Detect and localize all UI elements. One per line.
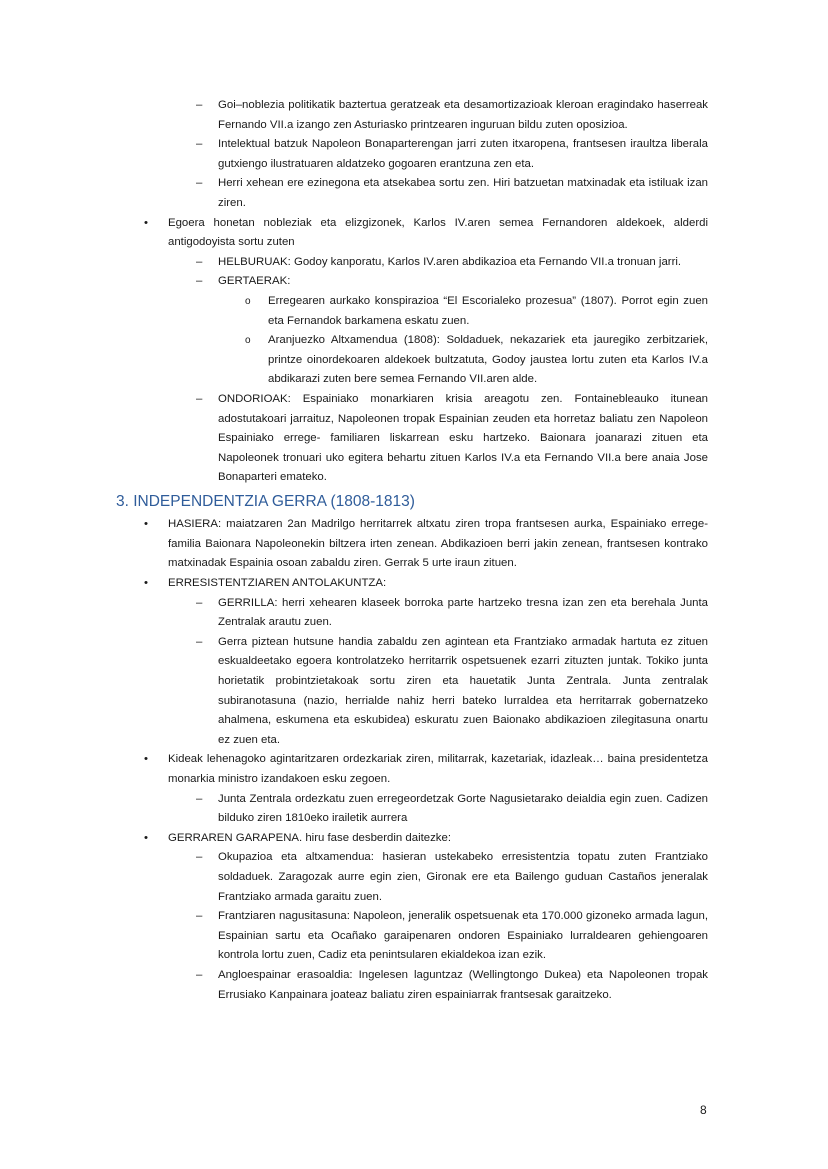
list-marker: • [144,518,148,531]
item-text: Angloespainar erasoaldia: Ingelesen laguntzaz (Wellingtongo Dukea) eta Napoleonen tropak Errusiako Kanpainara joateaz baliatu ziren espainiarrak frantsesak garaitzeko. [218,968,708,1001]
list-marker: – [196,177,203,190]
item-text: Egoera honetan nobleziak eta elizgizonek, Karlos IV.aren semea Fernandoren aldekoek, alderdi antigodoyista sortu zuten [168,216,708,249]
item-text: GERRILLA: herri xehearen klaseek borroka parte hartzeko tresna izan zen eta berehala Junta Zentralak arautu zuen. [218,596,708,629]
list-marker: – [196,255,203,268]
item-text: HELBURUAK: Godoy kanporatu, Karlos IV.aren abdikazioa eta Fernando VII.a tronuan jarri. [218,255,682,268]
item-text: Junta Zentrala ordezkatu zuen erregeordetzak Gorte Nagusietarako deialdia egin zuen. Cadizen bilduko ziren 1810eko irailetik aurrera [218,792,708,825]
item-text: Intelektual batzuk Napoleon Bonaparterengan jarri zuten itxaropena, frantsesen iraultza liberala gutxiengo ilustratuaren aldatzeko gogoaren erantzuna zen eta. [218,138,708,170]
dash-item [196,966,708,1005]
list-marker: • [144,753,148,766]
list-marker: – [196,851,203,864]
dash-item [196,253,708,273]
list-marker: – [196,968,203,981]
item-text: Kideak lehenagoko agintaritzaren ordezkariak ziren, militarrak, kazetariak, idazleak… baina presidentetza monarkia ministro izandakoen esku zegoen. [168,753,708,785]
dash-item [196,790,708,829]
bullet-item [144,750,708,789]
item-text: Gerra piztean hutsune handia zabaldu zen agintean eta Frantziako armadak hartuta ez zituen eskualdeetako egoera kontrolatzeko herritarrik ospetsuenek ezarri zituzten juntak. Tokiko junta horietatik probintzietakoak sortu ziren eta hauetatik Junta Zentrala. Junta zentralak subiranotasuna (nazio, herrialde nahiz herri bateko lurraldea eta herritarrak gobernatzeko ahalmena, eskumena eta eskubidea) eskuratu zuen Baionako abdikazioen zilegitasuna onartu ez zuen eta. [218,635,708,746]
list-marker: – [196,792,203,805]
list-marker: – [196,596,203,609]
page-number: 8 [700,1103,707,1117]
section-heading: 3. INDEPENDENTZIA GERRA (1808-1813) [116,492,415,510]
bullet-item [144,515,708,574]
list-marker: – [196,275,203,288]
item-text: Herri xehean ere ezinegona eta atsekabea sortu zen. Hiri batzuetan matxinadak eta istiluak izan ziren. [218,177,708,209]
item-text: Aranjuezko Altxamendua (1808): Soldaduek, nekazariek eta jauregiko zerbitzariek, printze oinordekoaren aldekoek bultzatuta, Godoy jaustea lortu zuten eta Karlos IV.a abdikarazi zuten bere semea Fernando VII.aren alde. [268,334,708,386]
list-marker: – [196,99,203,111]
list-marker: • [144,577,148,590]
dash-item [196,272,708,292]
list-marker: – [196,910,203,923]
item-text: ERRESISTENTZIAREN ANTOLAKUNTZA: [168,577,387,590]
item-text: ONDORIOAK: Espainiako monarkiaren krisia areagotu zen. Fontainebleauko itunean adostutakoari jarraituz, Napoleonen tropak Espainian zeuden eta horretaz baliatu zen Napoleon Espainiako errege- familiaren liskarrean esku hartzeko. Baionara joanarazi zituen eta Napoleonek tronuari uko egitera behartu zituen Karlos IV.a eta Fernando VII.a bere anaia Jose Bonaparteri emateko. [218,392,708,484]
item-text: GERRAREN GARAPENA. hiru fase desberdin daitezke: [168,831,451,844]
bullet-item [144,574,708,594]
bullet-item [144,829,708,849]
item-text: Okupazioa eta altxamendua: hasieran ustekabeko erresistentzia topatu zuten Frantziako soldaduek. Zaragozak aurre egin zien, Gironak ere eta Bailengo guduan Castaños jeneralak Frantziako armada garaitu zuen. [218,851,708,903]
sub-item [245,292,708,331]
item-text: GERTAERAK: [218,275,291,288]
list-marker: • [144,216,148,229]
item-text: Goi–noblezia politikatik baztertua geratzeak eta desamortizazioak kleroan eragindako haserreak Fernando VII.a izango zen Asturiasko printzearen inguruan bildu zuten oposizioa. [218,99,708,131]
list-marker: – [196,635,203,648]
dash-item [196,174,708,213]
list-marker: – [196,138,203,151]
list-marker: o [245,335,251,347]
dash-item [196,96,708,135]
list-marker: • [144,831,148,844]
dash-item [196,135,708,174]
dash-item [196,907,708,966]
list-section-3 [0,515,828,1005]
list-marker: o [245,295,251,307]
dash-item [196,848,708,907]
item-text: Erregearen aurkako konspirazioa “El Escorialeko prozesua” (1807). Porrot egin zuen eta Fernandok barkamena eskatu zuen. [268,294,708,327]
list-before-section [0,96,828,488]
bullet-item [144,214,708,253]
list-marker: – [196,392,203,405]
dash-item [196,633,708,751]
page-content [0,96,828,1005]
item-text: HASIERA: maiatzaren 2an Madrilgo herritarrek altxatu ziren tropa frantsesen aurka, Espainiako errege-familia Baionara Napoleonekin biltzera irten zenean. Abdikazioen berri jakin zenean, frantsesen kontrako matxinadak Espainia osoan zabaldu ziren. Gerrak 5 urte iraun zituen. [168,518,708,570]
dash-item [196,594,708,633]
dash-item [196,390,708,488]
sub-item [245,331,708,390]
item-text: Frantziaren nagusitasuna: Napoleon, jeneralik ospetsuenak eta 170.000 gizoneko armada lagun, Espainian sartu eta Ocañako garaipenaren ondoren Espainiako lurraldearen gehiengoaren kontrola lortu zuen, Cadiz eta penintsularen ekialdekoa izan ezik. [218,910,708,962]
